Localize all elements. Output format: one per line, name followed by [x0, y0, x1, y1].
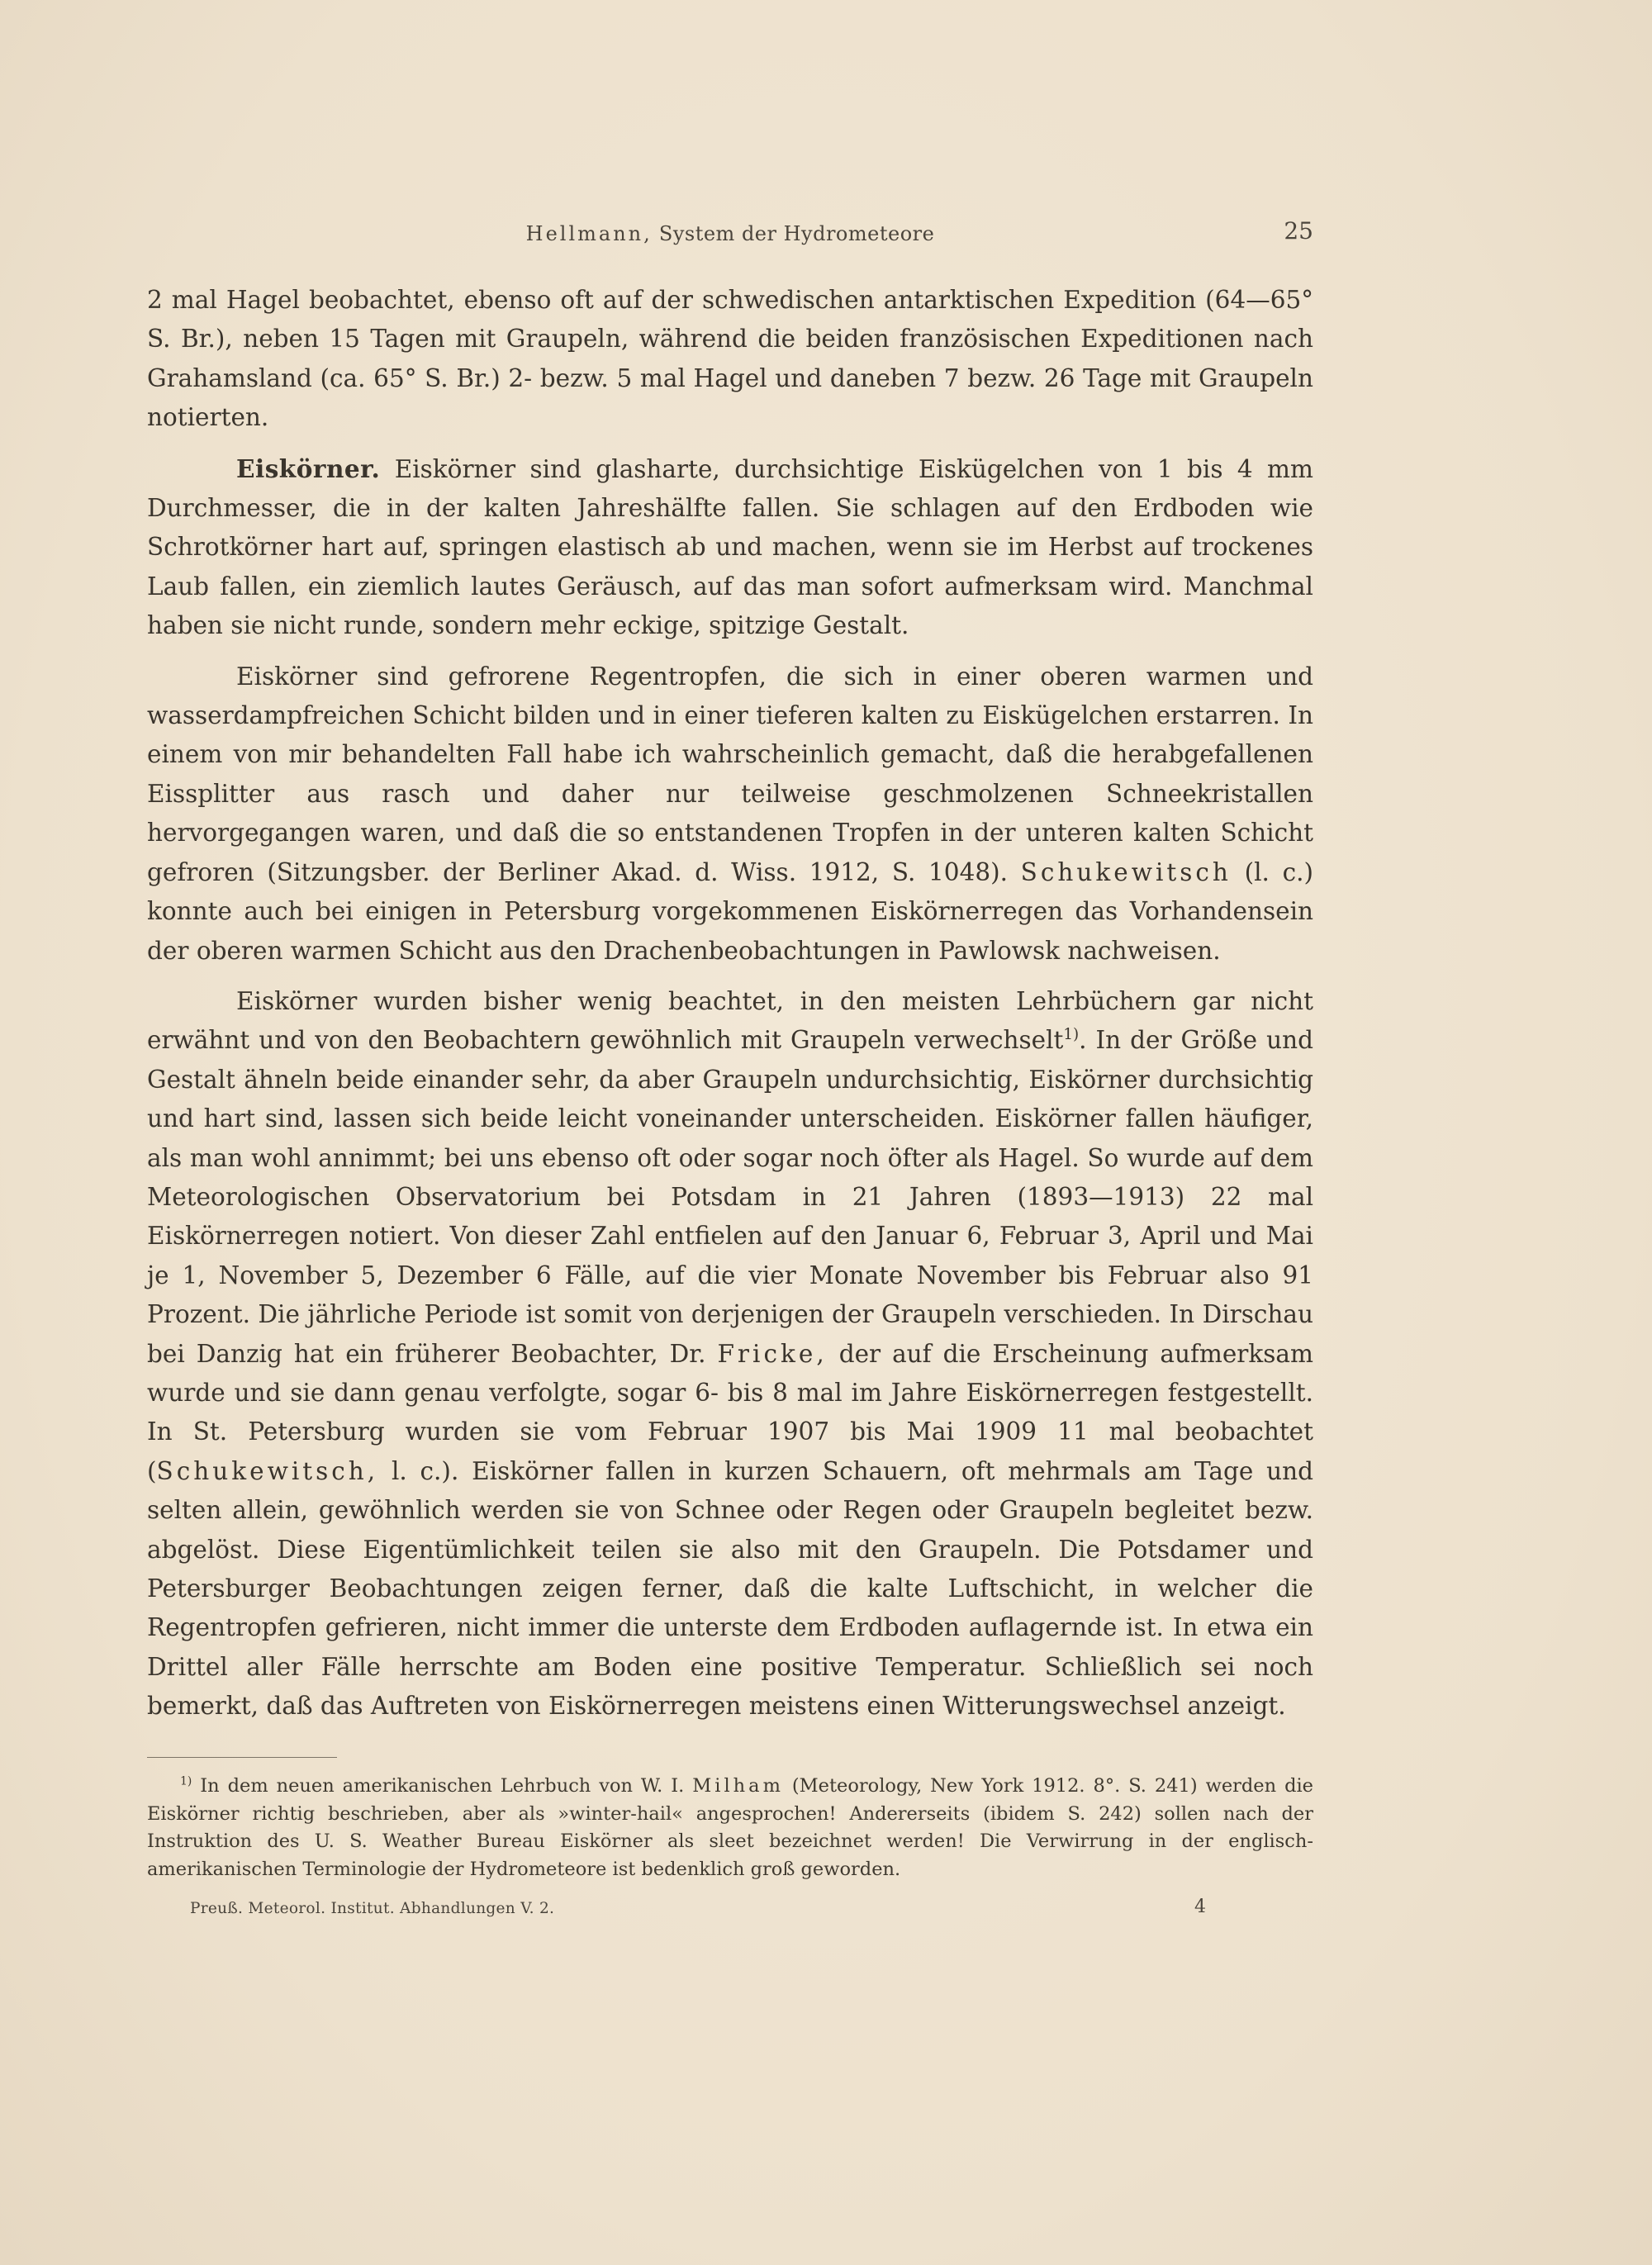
author-name-schukewitsch-2: Schukewitsch,: [156, 1456, 379, 1485]
paragraph-formation: Eiskörner sind gefrorene Regentropfen, die sich in einer oberen warmen und wasserdampfreichen Schicht bilden und in einer tieferen kalten zu Eiskügelchen erstarren. In einem von mir behandelten Fall habe ich wahrscheinlich gemacht, daß die herabgefallenen Eissplitter aus rasch und daher nur teilweise geschmolzenen Schneekristallen hervorgegangen waren, und daß die so entstandenen Tropfen in der unteren kalten Schicht gefroren (Sitzungsber. der Berliner Akad. d. Wiss. 1912, S. 1048). Schukewitsch (l. c.) konnte auch bei einigen in Petersburg vorgekommenen Eiskörnerregen das Vorhandensein der oberen warmen Schicht aus den Drachenbeobachtungen in Pawlowsk nachweisen.: [147, 662, 1313, 965]
header-work-title: System der Hydrometeore: [658, 222, 935, 245]
author-name-schukewitsch: Schukewitsch: [1020, 857, 1232, 886]
header-author: Hellmann,: [525, 222, 653, 245]
running-header: [147, 217, 1313, 250]
author-name-fricke: Fricke,: [717, 1339, 828, 1368]
footnote-divider: [147, 1757, 337, 1758]
paragraph-continuation: 2 mal Hagel beobachtet, ebenso oft auf der schwedischen antarktischen Expedition (64—65° S. Br.), neben 15 Tagen mit Graupeln, während die beiden französischen Expeditionen nach Grahamsland (ca. 65° S. Br.) 2- bezw. 5 mal Hagel und daneben 7 bezw. 26 Tage mit Graupeln notierten.: [147, 286, 1313, 432]
publisher-line: Preuß. Meteorol. Institut. Abhandlungen V. 2.: [190, 1900, 555, 1917]
signature-mark: 4: [1194, 1897, 1206, 1917]
section-run-in-heading: Eiskörner.: [236, 453, 381, 483]
footnote-marker: 1): [180, 1774, 192, 1788]
footnote: $^{1)}$ In dem neuen amerikanischen Lehrbuch von W. I. Milham (Meteorology, New York 1912. 8°. S. 241) werden die Eiskörner richtig beschrieben, aber als »winter-hail« angesprochen! Andererseits (ibidem S. 242) sollen nach der Instruktion des U. S. Weather Bureau Eiskörner als sleet bezeichnet werden! Die Verwirrung in der englisch-amerikanischen Terminologie der Hydrometeore ist bedenklich groß geworden.: [147, 1774, 1313, 1880]
paragraph-eiskoerner: Eiskörner. Eiskörner sind glasharte, durchsichtige Eiskügelchen von 1 bis 4 mm Durchmesser, die in der kalten Jahreshälfte fallen. Sie schlagen auf den Erdboden wie Schrotkörner hart auf, springen elastisch ab und machen, wenn sie im Herbst auf trockenes Laub fallen, ein ziemlich lautes Geräusch, auf das man sofort aufmerksam wird. Manchmal haben sie nicht runde, sondern mehr eckige, spitzige Gestalt.: [147, 453, 1313, 640]
page-number: 25: [1284, 217, 1313, 245]
page-footer: [190, 1897, 1206, 1925]
header-title: [147, 222, 1313, 245]
author-name-milham: Milham: [692, 1775, 784, 1797]
footnote-reference[interactable]: 1): [1063, 1026, 1080, 1044]
paragraph-observations: Eiskörner wurden bisher wenig beachtet, in den meisten Lehrbüchern gar nicht erwähnt und von den Beobachtern gewöhnlich mit Graupeln verwechselt$^{1)}$. In der Größe und Gestalt ähneln beide einander sehr, da aber Graupeln undurchsichtig, Eiskörner durchsichtig und hart sind, lassen sich beide leicht voneinander unterscheiden. Eiskörner fallen häufiger, als man wohl annimmt; bei uns ebenso oft oder sogar noch öfter als Hagel. So wurde auf dem Meteorologischen Observatorium bei Potsdam in 21 Jahren (1893—1913) 22 mal Eiskörnerregen notiert. Von dieser Zahl entfielen auf den Januar 6, Februar 3, April und Mai je 1, November 5, Dezember 6 Fälle, auf die vier Monate November bis Februar also 91 Prozent. Die jährliche Periode ist somit von derjenigen der Graupeln verschieden. In Dirschau bei Danzig hat ein früherer Beobachter, Dr. Fricke, der auf die Erscheinung aufmerksam wurde und sie dann genau verfolgte, sogar 6- bis 8 mal im Jahre Eiskörnerregen festgestellt. In St. Petersburg wurden sie vom Februar 1907 bis Mai 1909 11 mal beobachtet (Schukewitsch, l. c.). Eiskörner fallen in kurzen Schauern, oft mehrmals am Tage und selten allein, gewöhnlich werden sie von Schnee oder Regen oder Graupeln begleitet bezw. abgelöst. Diese Eigentümlichkeit teilen sie also mit den Graupeln. Die Potsdamer und Petersburger Beobachtungen zeigen ferner, daß die kalte Luftschicht, in welcher die Regentropfen gefrieren, nicht immer die unterste dem Erdboden auflagernde ist. In etwa ein Drittel aller Fälle herrschte am Boden eine positive Temperatur. Schließlich sei noch bemerkt, daß das Auftreten von Eiskörnerregen meistens einen Witterungswechsel anzeigt.: [147, 986, 1313, 1721]
main-text: [147, 281, 1313, 1726]
